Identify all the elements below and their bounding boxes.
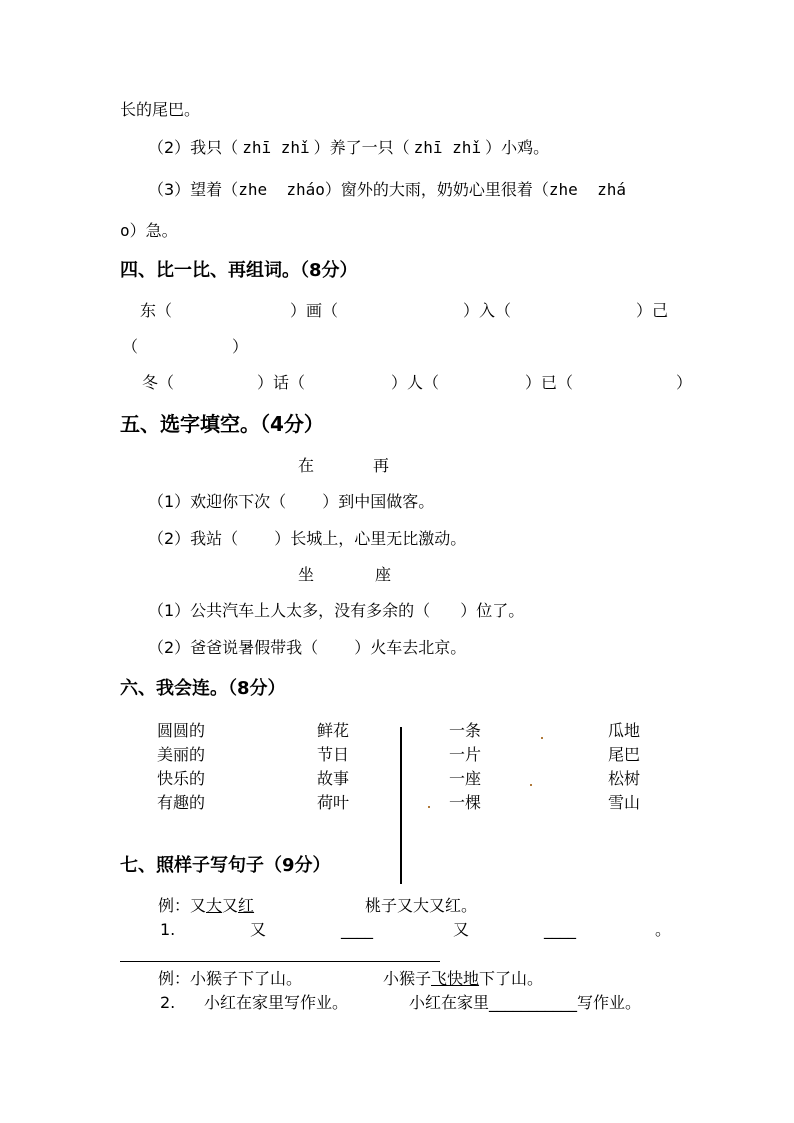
question-text: （2）我只（ xyxy=(148,138,239,157)
end-mark: 。 xyxy=(655,920,672,939)
question-text: o）急。 xyxy=(120,221,178,240)
example-text: 下了山。 xyxy=(479,969,544,988)
example-text: 小猴子 xyxy=(383,969,432,988)
fill-question xyxy=(148,640,466,656)
question-text: （3）望着（ xyxy=(148,180,239,199)
word-cell: ） xyxy=(232,337,249,356)
example-2: 例：小猴子下了山。 xyxy=(158,969,303,988)
question-text: ）到中国做客。 xyxy=(322,492,435,511)
match-word: 尾巴 xyxy=(608,745,641,764)
question-text: 小红在家里写作业。 xyxy=(204,993,349,1012)
answer-blank: ____ xyxy=(341,920,373,939)
example-sentence: 桃子又大又红。 xyxy=(365,896,478,915)
match-word: 美丽的 xyxy=(157,745,206,764)
match-word: 荷叶 xyxy=(317,793,350,812)
pinyin-options: zhe zháo xyxy=(238,180,325,199)
pattern-word: 又 xyxy=(250,920,267,939)
text-line xyxy=(120,223,178,239)
match-word: 雪山 xyxy=(608,793,641,812)
example-1 xyxy=(158,898,266,914)
answer-blank: ___________ xyxy=(489,993,578,1012)
underlined-word: 大 xyxy=(206,896,223,915)
word-cell: ）话（ xyxy=(257,373,306,392)
fill-question xyxy=(148,531,466,547)
speck-mark xyxy=(530,784,532,786)
match-word: 一棵 xyxy=(449,793,482,812)
match-word: 一座 xyxy=(449,769,482,788)
match-word: 瓜地 xyxy=(608,721,641,740)
word-cell: ）入（ xyxy=(463,301,512,320)
word-cell: ） xyxy=(676,373,693,392)
question-text: 写作业。 xyxy=(577,993,642,1012)
word-cell: （ xyxy=(122,337,139,356)
question-text: ）长城上，心里无比激动。 xyxy=(274,529,467,548)
choice-char: 座 xyxy=(375,565,392,584)
word-cell: 冬（ xyxy=(142,373,175,392)
question-text: （1）欢迎你下次（ xyxy=(148,492,287,511)
choice-char: 在 xyxy=(298,456,315,475)
answer-line xyxy=(120,961,440,962)
pattern-word: 又 xyxy=(453,920,470,939)
section-title: 七、照样子写句子（9分） xyxy=(120,855,331,876)
question-text: （2）我站（ xyxy=(148,529,239,548)
question-2 xyxy=(148,140,549,156)
answer-blank: ____ xyxy=(544,920,576,939)
underlined-word: 红 xyxy=(238,896,255,915)
speck-mark xyxy=(541,737,543,739)
text-line: 长的尾巴。 xyxy=(120,100,201,119)
match-word: 有趣的 xyxy=(157,793,206,812)
word-cell: ）人（ xyxy=(391,373,440,392)
match-word: 一条 xyxy=(449,721,482,740)
question-text: （2）爸爸说暑假带我（ xyxy=(148,638,319,657)
pinyin-options: zhe zhá xyxy=(548,180,626,199)
question-answer xyxy=(409,995,641,1011)
example-label: 例：又 xyxy=(158,896,207,915)
question-text: ）火车去北京。 xyxy=(354,638,467,657)
match-word: 节日 xyxy=(317,745,350,764)
question-3 xyxy=(148,182,626,198)
question-number: 1. xyxy=(160,920,176,939)
section-title: 五、选字填空。（4分） xyxy=(120,412,324,436)
word-cell: ）画（ xyxy=(290,301,339,320)
match-word: 故事 xyxy=(317,769,350,788)
fill-question xyxy=(148,603,524,619)
question-number: 2. xyxy=(160,993,176,1012)
question-text: ）养了一只（ xyxy=(313,138,410,157)
choice-char: 坐 xyxy=(298,565,315,584)
match-word: 松树 xyxy=(608,769,641,788)
question-text: 小红在家里 xyxy=(409,993,490,1012)
word-cell: ）已（ xyxy=(525,373,574,392)
underlined-word: 飞快地 xyxy=(431,969,480,988)
match-word: 快乐的 xyxy=(157,769,206,788)
question-text: （1）公共汽车上人太多，没有多余的（ xyxy=(148,601,431,620)
match-word: 鲜花 xyxy=(317,721,350,740)
match-word: 一片 xyxy=(449,745,482,764)
question-text: ）小鸡。 xyxy=(485,138,550,157)
word-cell: ）己 xyxy=(636,301,669,320)
pinyin-options: zhī zhǐ xyxy=(413,138,482,157)
speck-mark xyxy=(428,806,430,808)
fill-question xyxy=(148,494,434,510)
word-cell: 东（ xyxy=(140,301,173,320)
pinyin-options: zhī zhǐ xyxy=(242,138,310,157)
example-2-answer xyxy=(383,971,543,987)
match-word: 圆圆的 xyxy=(157,721,206,740)
section-title: 四、比一比、再组词。（8分） xyxy=(120,260,358,281)
choice-char: 再 xyxy=(373,456,390,475)
question-text: ）窗外的大雨，奶奶心里很着（ xyxy=(324,180,549,199)
example-text: 又 xyxy=(222,896,239,915)
question-text: ）位了。 xyxy=(460,601,525,620)
section-title: 六、我会连。（8分） xyxy=(120,678,286,699)
divider-line xyxy=(400,727,402,884)
